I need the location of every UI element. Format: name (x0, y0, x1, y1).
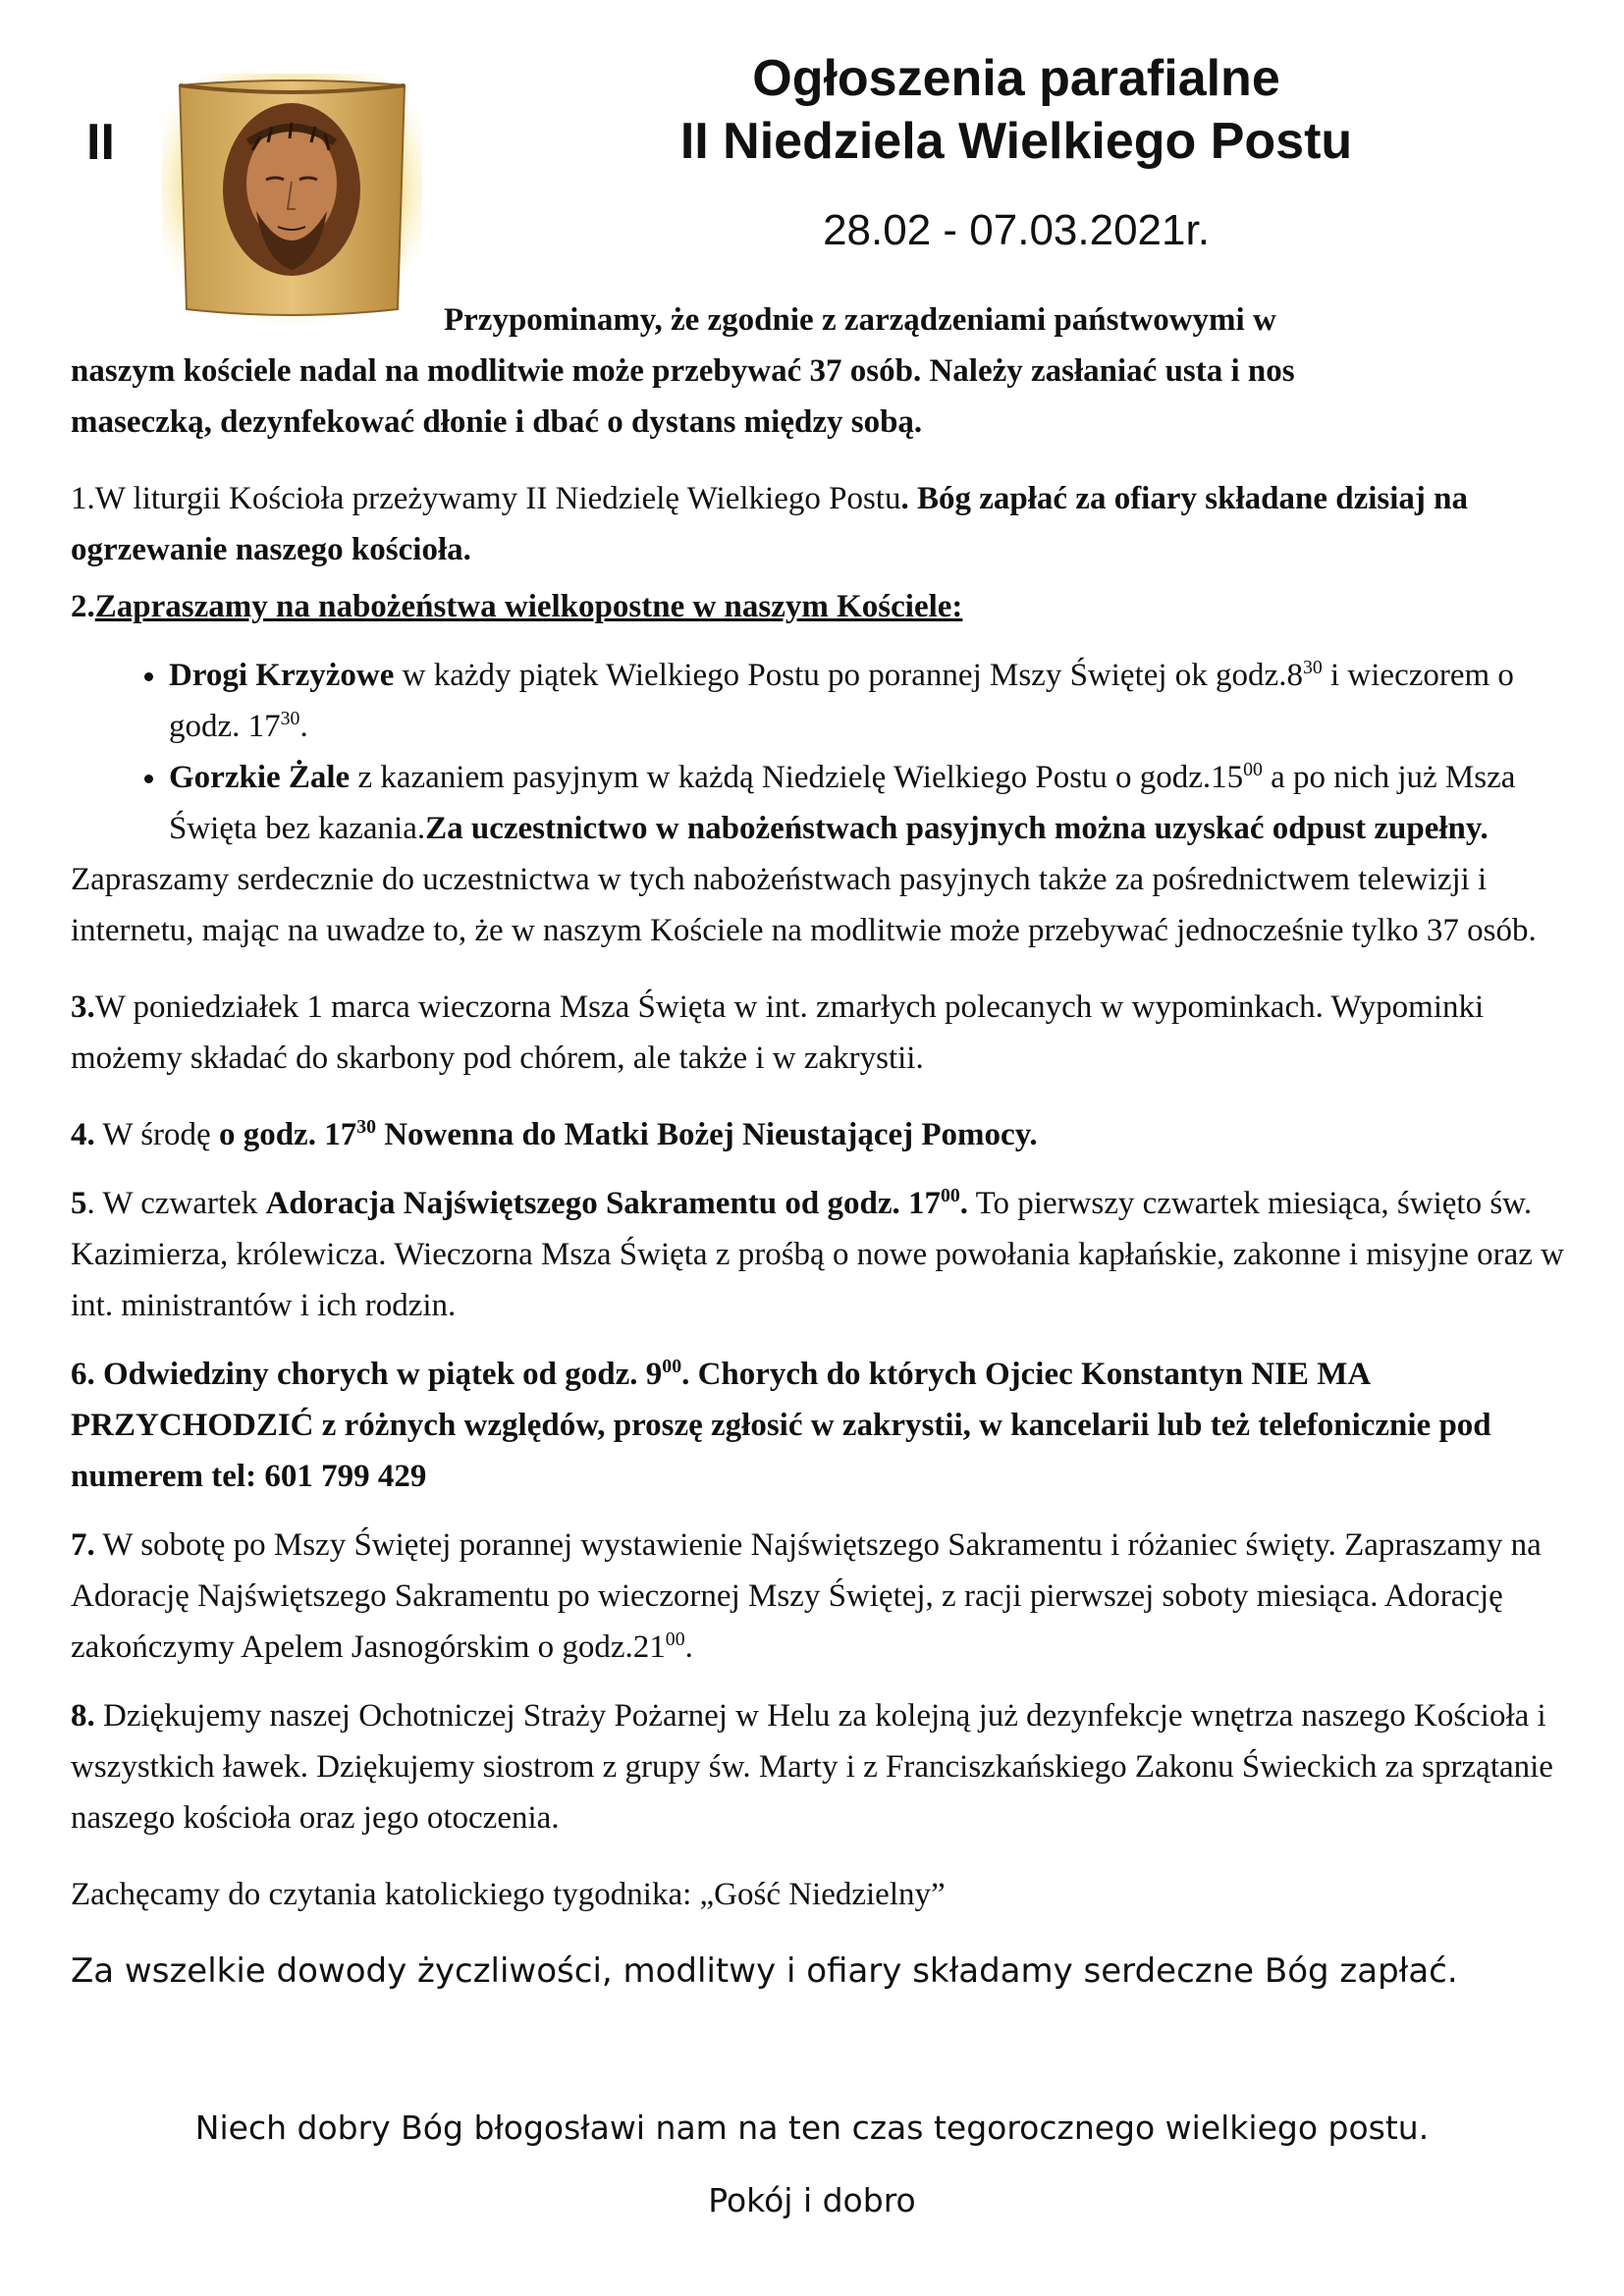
intro-line1: Przypominamy, że zgodnie z zarządzeniami państwowymi w (444, 302, 1276, 338)
time-minutes: 00 (665, 1629, 685, 1650)
bullet-title: Drogi Krzyżowe (169, 658, 395, 693)
item-text: . (684, 1629, 693, 1665)
item-heading: Zapraszamy na nabożeństwa wielkopostne w naszym Kościele: (94, 589, 963, 624)
item-text-bold: . Chorych do których Ojciec Konstantyn NIE MA PRZYCHODZIĆ z różnych względów, proszę zgłosić w zakrystii, w kancelarii lub też telefonicznie pod numerem tel: 601 799 429 (71, 1357, 1491, 1494)
time-minutes: 00 (941, 1185, 960, 1206)
time-minutes: 30 (280, 708, 300, 729)
item-text-bold: . (959, 1186, 969, 1221)
bullet-title: Gorzkie Żale (169, 760, 351, 795)
list-item-gorzkie-zale (169, 752, 1573, 854)
intro-notice (71, 294, 1573, 448)
date-range: 28.02 - 07.03.2021r. (823, 206, 1210, 254)
item-text: .W liturgii Kościoła przeżywamy II Niedzielę Wielkiego Postu (86, 481, 901, 516)
item-number: 7. (71, 1527, 95, 1563)
item-number: 3. (71, 989, 95, 1025)
bullet-text-bold: Za uczestnictwo w nabożeństwach pasyjnych można uzyskać odpust zupełny. (425, 811, 1489, 846)
list-item-stations-of-cross (169, 650, 1573, 752)
item-text: . W czwartek (86, 1186, 266, 1221)
intro-line2: naszym kościele nadal na modlitwie może przebywać 37 osób. Należy zasłaniać usta i nos (71, 353, 1295, 389)
item-text-bold: . Bóg zapłać za ofiary składane dzisiaj na ogrzewanie naszego kościoła. (71, 481, 1468, 567)
item-number: 8. (71, 1698, 95, 1734)
thanks-line: Za wszelkie dowody życzliwości, modlitwy i ofiary składamy serdeczne Bóg zapłać. (71, 1951, 1458, 1991)
bullet-text: a po nich już Msza Święta bez kazania. (169, 760, 1516, 846)
veil-of-veronica-image (162, 74, 422, 324)
time-minutes: 00 (1243, 759, 1263, 780)
announcement-5 (71, 1178, 1573, 1331)
bullet-text: z kazaniem pasyjnym w każdą Niedzielę Wielkiego Postu o godz.15 (350, 760, 1244, 795)
peace-line: Pokój i dobro (708, 2181, 916, 2219)
bullet-text: . (299, 709, 308, 744)
blessing-line: Niech dobry Bóg błogosławi nam na ten czas tegorocznego wielkiego postu. (194, 2109, 1430, 2147)
announcement-4 (71, 1109, 1573, 1160)
time-minutes: 30 (1302, 657, 1323, 678)
item-number: 1 (71, 481, 87, 516)
item-text: W środę (94, 1117, 219, 1152)
item-text-bold: o godz. 17 (218, 1117, 357, 1152)
item-number: 4. (71, 1117, 95, 1152)
item-text-bold: Adoracja Najświętszego Sakramentu od godz. 17 (265, 1186, 941, 1221)
announcement-6 (71, 1349, 1573, 1502)
intro-line3: maseczką, dezynfekować dłonie i dbać o dystans między sobą. (71, 404, 923, 440)
announcement-7 (71, 1520, 1573, 1673)
announcement-8 (71, 1690, 1573, 1843)
bullet-text: i wieczorem o godz. 17 (169, 658, 1514, 744)
time-minutes: 30 (356, 1116, 376, 1138)
page-subtitle: II Niedziela Wielkiego Postu (679, 113, 1353, 170)
announcement-3 (71, 982, 1573, 1084)
announcements-body (71, 294, 1573, 1920)
item-number: 5 (71, 1186, 87, 1221)
bullet-text: w każdy piątek Wielkiego Postu po porannej Mszy Świętej ok godz.8 (394, 658, 1303, 693)
lent-services-list (71, 650, 1573, 854)
page-title: Ogłoszenia parafialne (752, 50, 1280, 107)
item-text: W sobotę po Mszy Świętej porannej wystawienie Najświętszego Sakramentu i różaniec święty. Zapraszamy na Adorację Najświętszego Sakramentu po wieczornej Mszy Świętej, z racji pierwszej soboty miesiąca. Adorację zakończymy Apelem Jasnogórskim o godz.21 (71, 1527, 1542, 1665)
announcement-2-after: Zapraszamy serdecznie do uczestnictwa w tych nabożeństwach pasyjnych także za pośrednictwem telewizji i internetu, mając na uwadze to, że w naszym Kościele na modlitwie może przebywać jednocześnie tylko 37 osób. (71, 862, 1537, 948)
reading-invitation: Zachęcamy do czytania katolickiego tygodnika: „Gość Niedzielny” (71, 1877, 946, 1912)
item-number: 2. (71, 589, 95, 624)
announcement-2 (71, 581, 1573, 632)
item-text-bold: Nowenna do Matki Bożej Nieustającej Pomocy. (375, 1117, 1038, 1152)
announcement-1 (71, 473, 1573, 575)
item-text-bold: 6. Odwiedziny chorych w piątek od godz. 9 (71, 1357, 663, 1392)
section-roman-numeral: II (86, 114, 115, 171)
item-text: To pierwszy czwartek miesiąca, święto św. Kazimierza, królewicza. Wieczorna Msza Święta z prośbą o nowe powołania kapłańskie, zakonne i misyjne oraz w int. ministrantów i ich rodzin. (71, 1186, 1564, 1323)
item-text: W poniedziałek 1 marca wieczorna Msza Święta w int. zmarłych polecanych w wypominkach. Wypominki możemy składać do skarbony pod chórem, ale także i w zakrystii. (71, 989, 1485, 1076)
item-text: Dziękujemy naszej Ochotniczej Straży Pożarnej w Helu za kolejną już dezynfekcje wnętrza naszego Kościoła i wszystkich ławek. Dziękujemy siostrom z grupy św. Marty i z Franciszkańskiego Zakonu Świeckich za sprzątanie naszego kościoła oraz jego otoczenia. (71, 1698, 1553, 1836)
time-minutes: 00 (662, 1356, 682, 1377)
